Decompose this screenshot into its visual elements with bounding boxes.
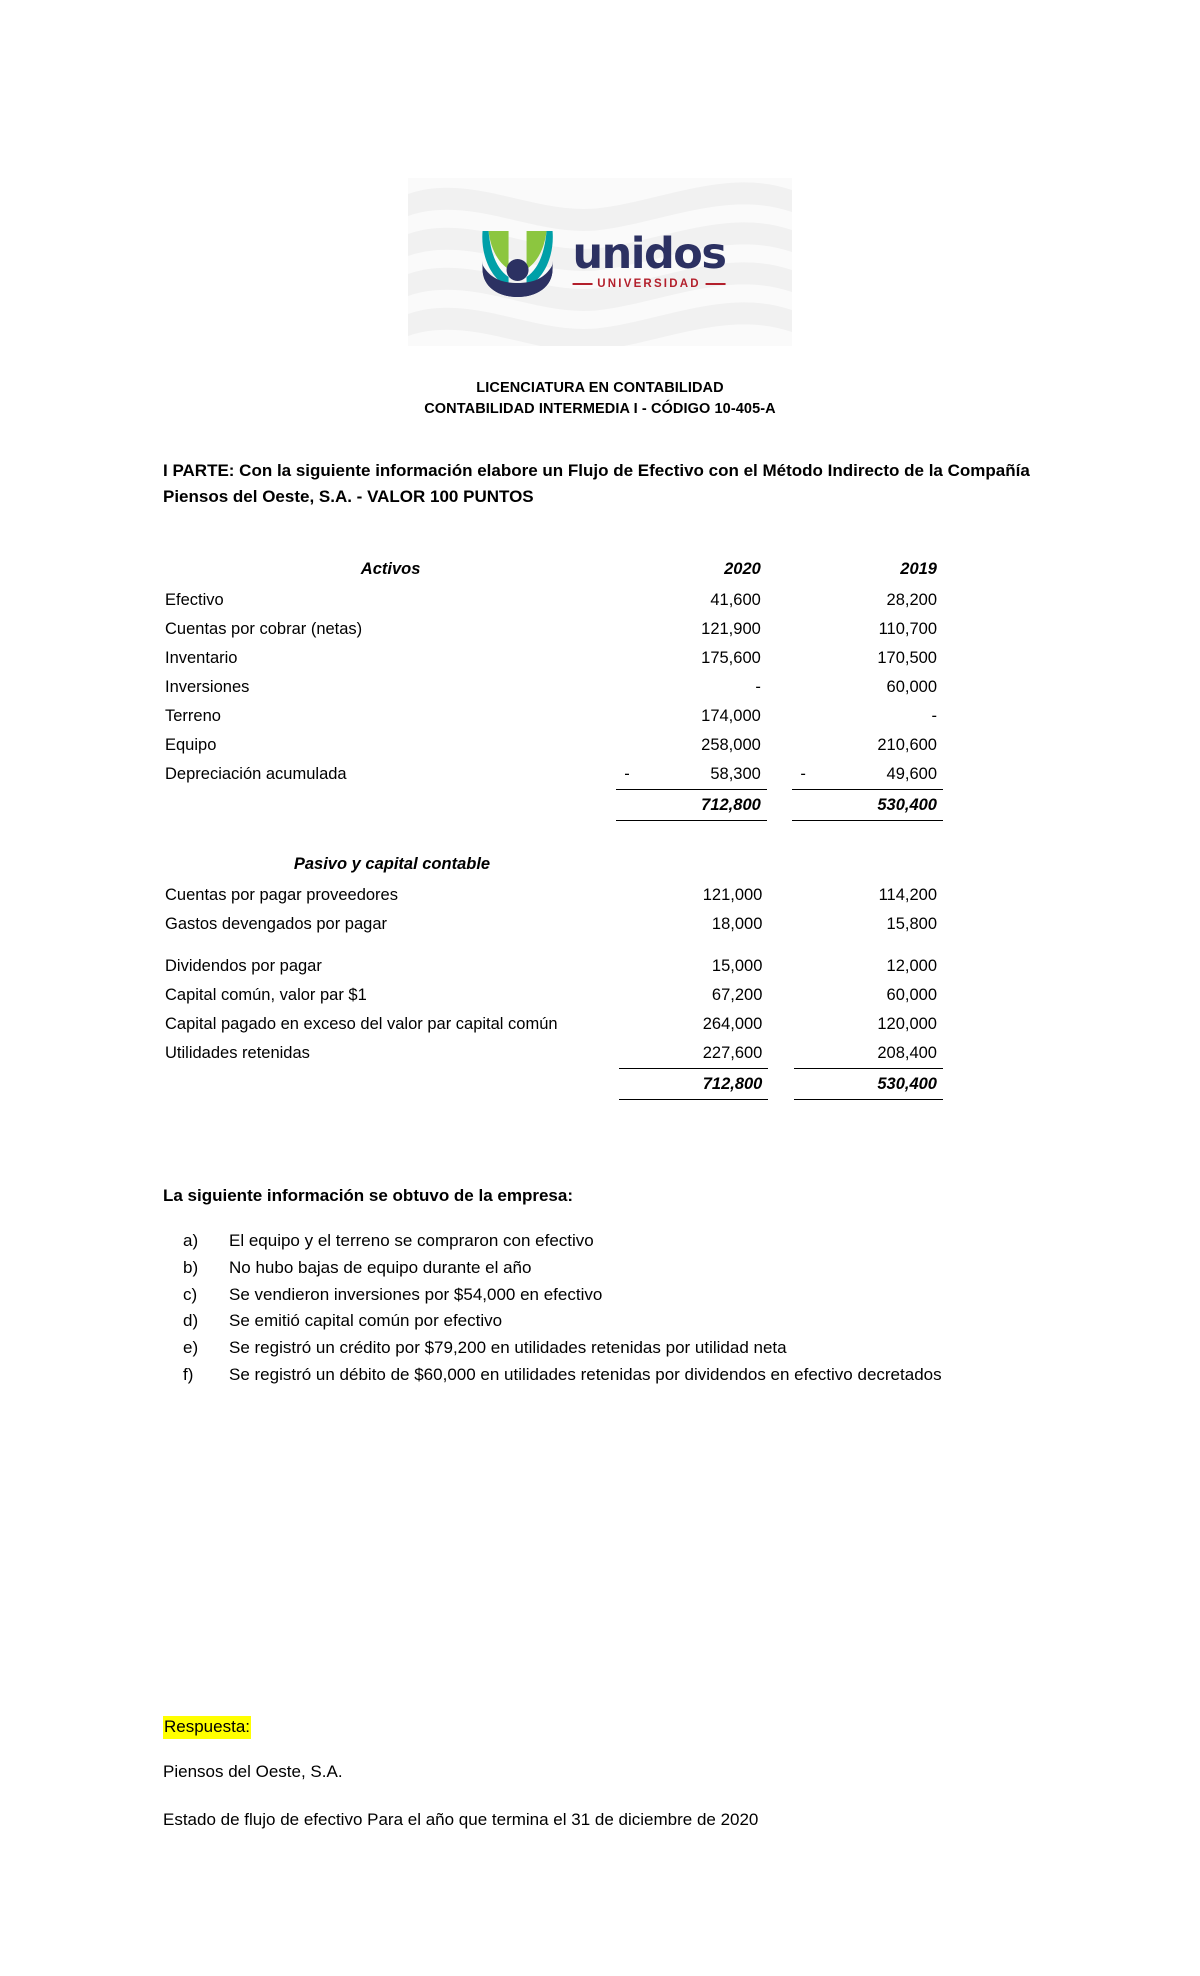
- row-sign-2020: [616, 731, 646, 760]
- row-value-2020: 41,600: [710, 591, 761, 609]
- row-label: Dividendos por pagar: [165, 957, 322, 975]
- list-item-marker: f): [183, 1365, 194, 1385]
- row-gap: [767, 644, 793, 673]
- row-sign-2019: [794, 1039, 823, 1069]
- row-value-2019: 170,500: [877, 649, 937, 667]
- table-row: [163, 673, 943, 702]
- row-sign-2019: [794, 910, 823, 939]
- row-sign-2020: [619, 952, 648, 981]
- table-row: [163, 731, 943, 760]
- list-item-text: Se emitió capital común por efectivo: [229, 1311, 503, 1331]
- row-gap: [768, 1010, 793, 1039]
- row-value-2019: -: [931, 707, 937, 725]
- row-sign-2020: [619, 1010, 648, 1039]
- liabilities-total-row: [163, 1069, 943, 1100]
- row-gap: [767, 702, 793, 731]
- notes-list: [183, 1228, 1053, 1389]
- list-item-marker: c): [183, 1284, 198, 1304]
- unidos-u-mark-icon: [475, 225, 561, 299]
- row-value-2020: 67,200: [711, 986, 763, 1004]
- list-item-marker: b): [183, 1257, 199, 1277]
- row-gap: [768, 952, 793, 981]
- row-sign-2019: [794, 1010, 823, 1039]
- answer-statement-title: Estado de flujo de efectivo Para el año que termina el 31 de diciembre de 2020: [163, 1810, 759, 1829]
- respuesta-highlight-label: Respuesta:: [163, 1716, 251, 1739]
- table-row: [163, 586, 943, 615]
- row-sign-2020: [616, 615, 646, 644]
- row-label: Efectivo: [165, 591, 224, 609]
- table-row: [163, 615, 943, 644]
- row-value-2019: 12,000: [886, 957, 937, 975]
- row-sign-2019: [794, 952, 823, 981]
- row-gap: [767, 673, 793, 702]
- assets-total-sign-2019: [792, 790, 822, 821]
- assets-gap: [767, 552, 793, 586]
- row-value-2020: 175,600: [701, 649, 761, 667]
- row-gap: [767, 731, 793, 760]
- list-item: [183, 1335, 1053, 1361]
- row-sign-2019: [794, 981, 823, 1010]
- row-sign-2019: [792, 702, 822, 731]
- liabilities-total-gap: [768, 1069, 793, 1100]
- course-header-line1: LICENCIATURA EN CONTABILIDAD: [476, 380, 724, 396]
- liab-head-2020: [648, 847, 768, 881]
- list-item-text: Se vendieron inversiones por $54,000 en efectivo: [229, 1284, 603, 1304]
- row-gap: [768, 910, 793, 939]
- list-item-text: El equipo y el terreno se compraron con efectivo: [229, 1231, 594, 1250]
- table-row: [163, 702, 943, 731]
- row-value-2019: 28,200: [886, 591, 937, 609]
- intro-paragraph: I PARTE: Con la siguiente información elabore un Flujo de Efectivo con el Método Indirecto de la Compañía Piensos del Oeste, S.A. - VALOR 100 PUNTOS: [163, 461, 1030, 506]
- row-sign-2020: [616, 702, 646, 731]
- row-value-2019: 49,600: [886, 765, 937, 783]
- assets-total-row: [163, 790, 943, 821]
- table-row: [163, 952, 943, 981]
- liab-head-2019: [823, 847, 943, 881]
- row-label: Terreno: [165, 707, 221, 725]
- assets-total-gap: [767, 790, 793, 821]
- row-sign-2019: -: [800, 765, 806, 783]
- table-row: [163, 881, 943, 910]
- row-label: Cuentas por cobrar (netas): [165, 620, 363, 638]
- row-value-2020: 58,300: [710, 765, 761, 783]
- liab-sign-spacer-2019: [794, 847, 823, 881]
- row-value-2020: 258,000: [701, 736, 761, 754]
- row-sign-2020: [619, 881, 648, 910]
- row-gap: [767, 760, 793, 790]
- table-row: [163, 910, 943, 939]
- row-sign-2019: [792, 644, 822, 673]
- row-sign-2020: [619, 981, 648, 1010]
- wordmark-sub-row: [573, 278, 726, 290]
- row-label: Utilidades retenidas: [165, 1044, 310, 1063]
- row-gap: [768, 1039, 793, 1069]
- table-row: [163, 760, 943, 790]
- liabilities-table: [163, 847, 943, 1100]
- notes-title: La siguiente información se obtuvo de la empresa:: [163, 1186, 573, 1205]
- row-sign-2020: [616, 586, 646, 615]
- list-item: [183, 1282, 1053, 1308]
- wordmark-main-text: unidos: [572, 229, 726, 280]
- row-value-2020: -: [755, 678, 761, 696]
- list-item: [183, 1228, 1053, 1254]
- row-value-2020: 264,000: [702, 1015, 763, 1033]
- assets-col-2020: 2020: [724, 559, 761, 578]
- row-value-2019: 110,700: [878, 620, 937, 638]
- table-row: [163, 644, 943, 673]
- assets-total-sign-2020: [616, 790, 646, 821]
- list-item: [183, 1362, 1053, 1388]
- list-item-text: Se registró un débito de $60,000 en utilidades retenidas por dividendos en efectivo decretados: [229, 1365, 942, 1385]
- row-sign-2019: [792, 731, 822, 760]
- row-value-2019: 120,000: [877, 1015, 937, 1033]
- row-value-2020: 15,000: [711, 957, 763, 975]
- liabilities-total-2020: 712,800: [648, 1069, 768, 1100]
- row-label: Depreciación acumulada: [165, 765, 347, 784]
- row-value-2020: 227,600: [702, 1044, 763, 1062]
- assets-col-2019: 2019: [900, 559, 937, 578]
- liabilities-header-row: [163, 847, 943, 881]
- row-value-2019: 210,600: [877, 736, 937, 754]
- row-value-2019: 15,800: [886, 915, 937, 933]
- row-value-2020: 121,900: [701, 620, 761, 638]
- assets-header-row: [163, 552, 943, 586]
- assets-total-label: [163, 790, 616, 821]
- row-sign-2019: [792, 586, 822, 615]
- row-value-2020: 18,000: [711, 915, 763, 933]
- row-value-2019: 208,400: [877, 1044, 937, 1062]
- row-label: Equipo: [165, 736, 217, 754]
- liabilities-total-sign-2020: [619, 1069, 648, 1100]
- row-gap: [768, 981, 793, 1010]
- assets-table: [163, 552, 943, 821]
- row-sign-2020: -: [624, 765, 630, 783]
- row-value-2019: 60,000: [886, 986, 937, 1004]
- row-sign-2020: [616, 673, 646, 702]
- table-row: [163, 1010, 943, 1039]
- list-item-marker: d): [183, 1311, 199, 1331]
- table-row: [163, 981, 943, 1010]
- wordmark: [572, 229, 726, 290]
- row-label: Capital común, valor par $1: [165, 986, 367, 1004]
- wordmark-sub-text: UNIVERSIDAD: [597, 277, 701, 290]
- row-label: Cuentas por pagar proveedores: [165, 886, 398, 904]
- list-item-text: Se registró un crédito por $79,200 en utilidades retenidas por utilidad neta: [229, 1338, 787, 1358]
- assets-sign-spacer-2019: [792, 552, 822, 586]
- assets-total-2019: 530,400: [822, 790, 943, 821]
- row-value-2020: 174,000: [701, 707, 761, 725]
- table-row: [163, 1039, 943, 1069]
- list-item-text: No hubo bajas de equipo durante el año: [229, 1257, 532, 1277]
- list-item: [183, 1255, 1053, 1281]
- logo-lockup: [475, 225, 726, 299]
- list-item-marker: e): [183, 1338, 199, 1358]
- liabilities-total-2019: 530,400: [823, 1069, 943, 1100]
- list-item-marker: a): [183, 1231, 199, 1250]
- course-header: [0, 378, 1200, 420]
- row-gap: [768, 881, 793, 910]
- row-value-2019: 60,000: [886, 678, 937, 696]
- row-label: Inversiones: [165, 678, 250, 696]
- row-label: Gastos devengados por pagar: [165, 915, 387, 933]
- row-value-2019: 114,200: [878, 886, 937, 904]
- assets-title: Activos: [360, 559, 421, 578]
- wordmark-rule-right: [706, 283, 726, 285]
- row-sign-2019: [794, 881, 823, 910]
- row-gap: [767, 586, 793, 615]
- assets-sign-spacer-2020: [616, 552, 646, 586]
- liabilities-spacer-row: [163, 939, 943, 952]
- wordmark-rule-left: [573, 283, 593, 285]
- liab-gap: [768, 847, 793, 881]
- row-sign-2020: [616, 644, 646, 673]
- row-label: Capital pagado en exceso del valor par capital común: [165, 1015, 558, 1033]
- list-item: [183, 1308, 1053, 1334]
- assets-total-2020: 712,800: [646, 790, 767, 821]
- university-logo-banner: [408, 178, 792, 346]
- row-sign-2019: [792, 673, 822, 702]
- row-value-2020: 121,000: [702, 886, 763, 904]
- row-sign-2020: [619, 1039, 648, 1069]
- liabilities-total-sign-2019: [794, 1069, 823, 1100]
- row-sign-2019: [792, 615, 822, 644]
- liabilities-total-label: [163, 1069, 619, 1100]
- row-gap: [767, 615, 793, 644]
- answer-company-name: Piensos del Oeste, S.A.: [163, 1762, 343, 1781]
- row-sign-2020: [619, 910, 648, 939]
- liabilities-title: Pasivo y capital contable: [293, 854, 491, 873]
- liab-sign-spacer-2020: [619, 847, 648, 881]
- row-label: Inventario: [165, 649, 238, 667]
- course-header-line2: CONTABILIDAD INTERMEDIA I - CÓDIGO 10-405-A: [424, 401, 776, 418]
